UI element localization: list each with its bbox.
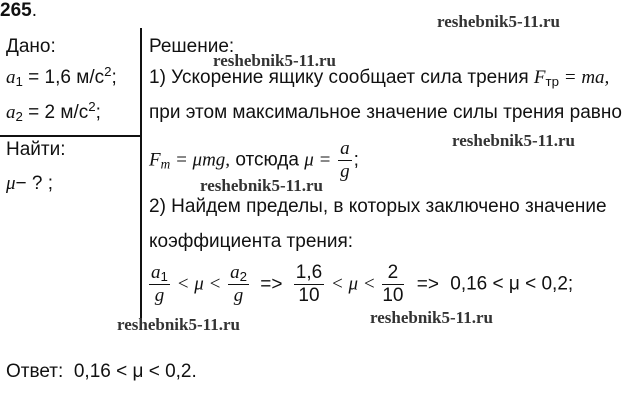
answer-label: Ответ: [6,361,64,382]
ineq-f2-num-sub: 2 [239,269,247,284]
ineq-f2-den: g [233,285,244,306]
problem-number [0,0,37,22]
fm-fraction [338,138,352,183]
step2-line2: коэффициента трения: [149,231,354,252]
fm-eq: = μmg, [170,149,231,171]
ineq-f3-num: 1,6 [295,262,323,283]
ineq-f1-num-sub: 1 [160,269,168,284]
fm-num: a [340,138,350,159]
find-question: − ? ; [15,173,54,194]
ineq-arrow2: => [411,273,445,295]
ineq-result: 0,16 < μ < 0,2; [450,273,574,295]
answer-value: 0,16 < μ < 0,2. [73,361,197,382]
inequality [147,262,573,307]
find-mu [6,173,53,195]
column-divider [140,28,142,328]
given-header: Дано: [6,36,56,57]
ineq-arrow1: => [255,273,288,295]
step1-force-sub: тр [545,74,559,89]
step1-force: F [533,67,546,88]
a2-end: ; [95,102,101,123]
fm-force-sub: m [160,156,171,172]
a2-symbol: a [6,102,16,123]
ineq-f4-num: 2 [382,262,403,285]
find-header: Найти: [6,139,66,160]
ineq-lt2: < μ < [326,273,381,295]
ineq-f4-den: 10 [382,285,404,306]
watermark-3: reshebnik5-11.ru [452,131,575,150]
ineq-frac4 [382,262,403,307]
mu-symbol: μ [6,173,16,194]
fm-end: ; [353,149,359,171]
watermark-4: reshebnik5-11.ru [200,176,323,195]
a1-subscript: 1 [15,74,23,89]
step1-text: 1) Ускорение ящику сообщает сила трения [149,67,534,88]
a2-exponent: 2 [88,99,96,114]
ineq-lt1: < μ < [171,273,227,295]
step1-eq: = ma, [559,67,610,88]
solution-header: Решение: [149,36,235,57]
a2-subscript: 2 [15,109,23,124]
problem-number-dot: . [31,0,37,21]
answer-line [6,361,197,383]
a1-end: ; [111,67,117,88]
fm-mu: μ = [304,149,337,171]
problem-number-value: 265 [0,0,32,21]
watermark-2: reshebnik5-11.ru [213,51,336,70]
given-find-divider [0,135,141,137]
ineq-frac3 [294,262,324,307]
a1-exponent: 2 [104,64,112,79]
ineq-frac1-num [149,262,170,285]
ineq-frac1 [149,262,170,307]
fm-den: g [340,161,350,182]
a2-value: = 2 м/с [22,102,89,123]
given-a2 [6,99,101,124]
given-a1 [6,64,117,89]
step1-line2: при этом максимальное значение силы трения равно [149,102,622,123]
ineq-f1-num: a [151,262,161,283]
fm-force: F [149,149,161,171]
ineq-f2-num: a [230,262,240,283]
watermark-5: reshebnik5-11.ru [370,308,493,327]
ineq-f3-den: 10 [298,285,320,306]
fm-text: отсюда [230,149,305,171]
step2-line1: 2) Найдем пределы, в которых заключено значение [149,196,607,217]
watermark-6: reshebnik5-11.ru [117,315,240,334]
watermark-1: reshebnik5-11.ru [437,12,560,31]
ineq-frac2-num [228,262,249,285]
a1-value: = 1,6 м/с [22,67,105,88]
ineq-f1-den: g [154,285,165,306]
a1-symbol: a [6,67,16,88]
ineq-frac2 [228,262,249,307]
